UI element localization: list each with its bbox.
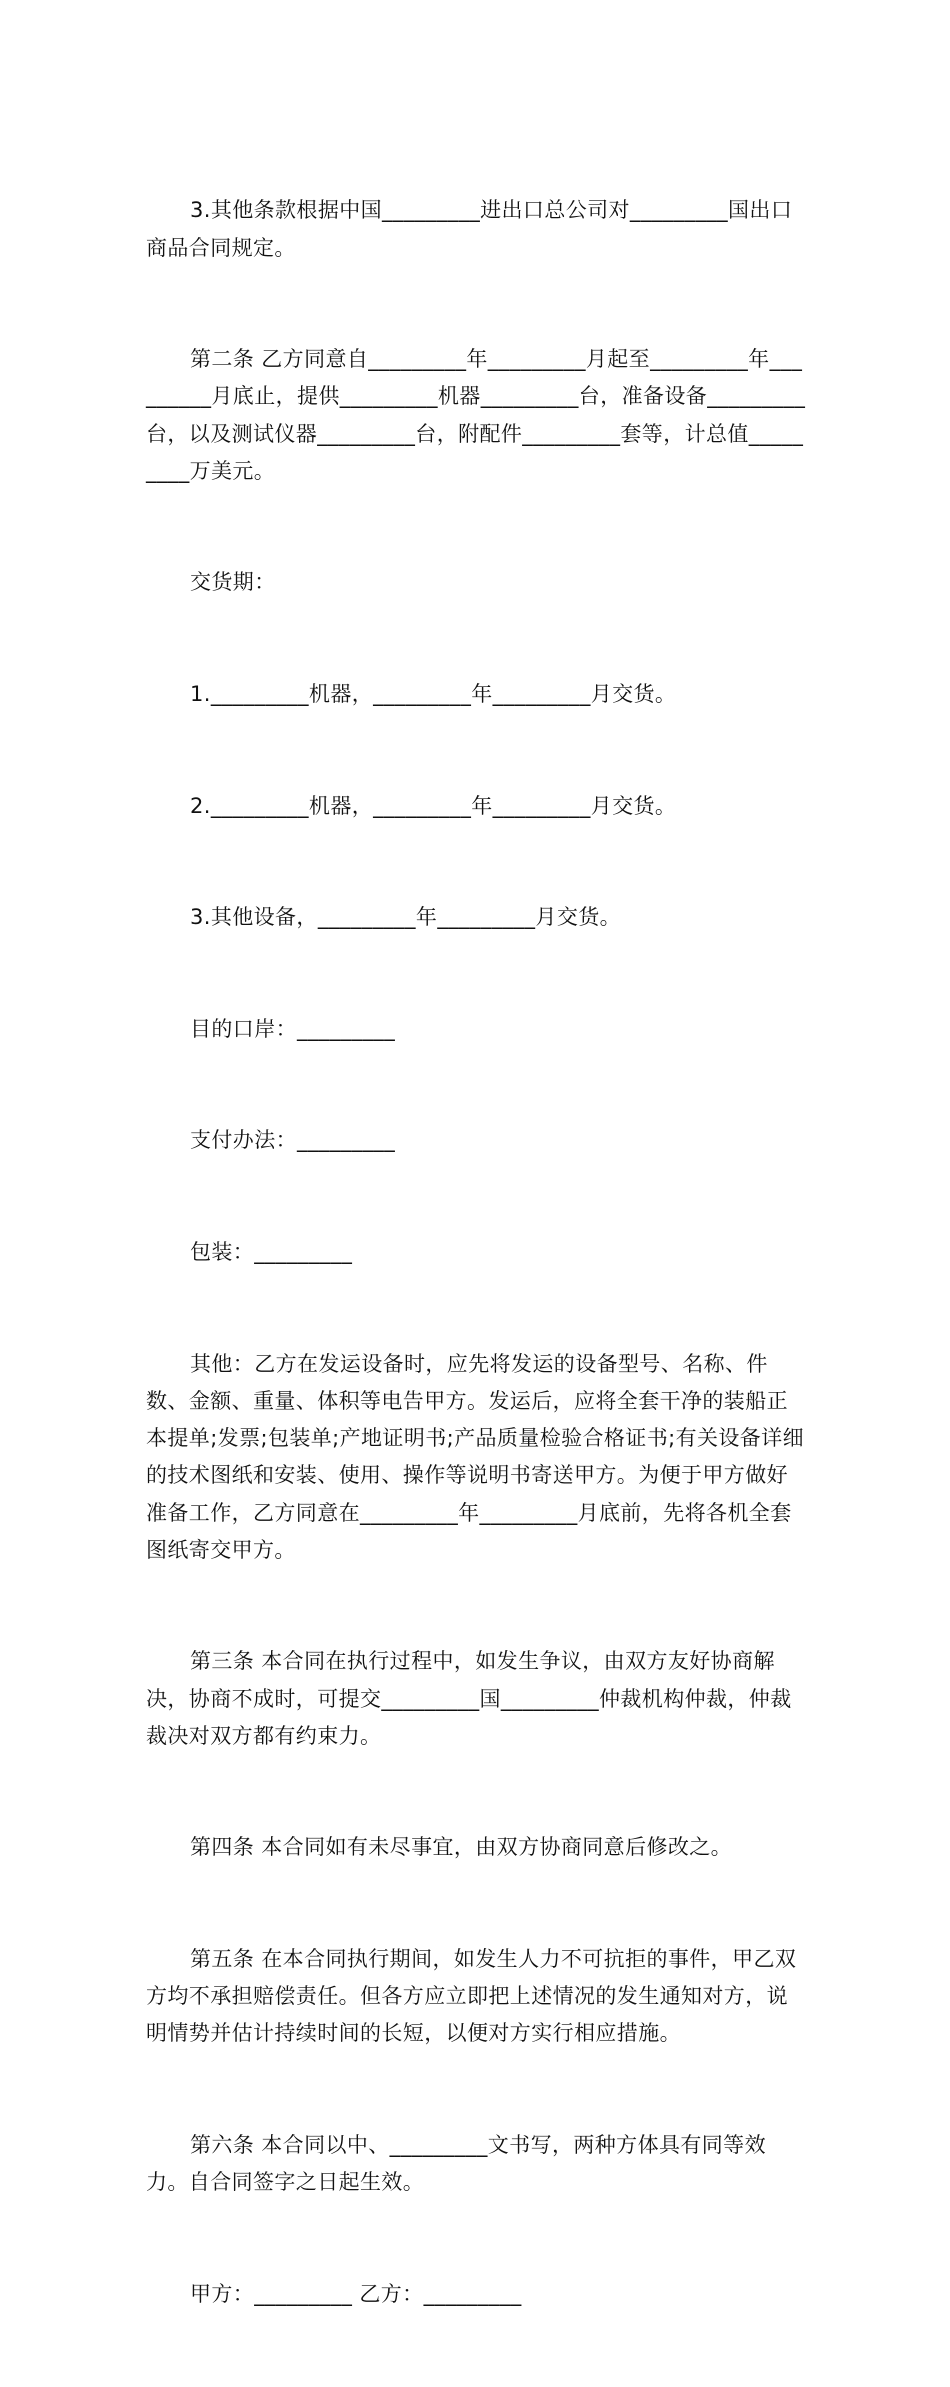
- payment-method: 支付办法：_________: [190, 1128, 396, 1153]
- destination-port: 目的口岸：_________: [190, 1016, 396, 1041]
- article-6-language: 第六条 本合同以中、_________文书写，两种方体具有同等效力。自合同签字之日起生效。: [146, 2132, 766, 2195]
- article-4-amendments: 第四条 本合同如有未尽事宜，由双方协商同意后修改之。: [190, 1835, 733, 1860]
- article-5-force-majeure: 第五条 在本合同执行期间，如发生人力不可抗拒的事件，甲乙双方均不承担赔偿责任。但各方应立即把上述情况的发生通知对方，说明情势并估计持续时间的长短，以便对方实行相应措施。: [146, 1946, 797, 2046]
- article-2-supply: 第二条 乙方同意自_________年_________月起至_________年_________月底止，提供_________机器_________台，准备设备_________台，以及测试仪器_________台，附配件_________套等，计总值_________万美元。: [146, 347, 806, 483]
- clause-3-other-terms: 3.其他条款根据中国_________进出口总公司对_________国出口商品合同规定。: [146, 198, 793, 260]
- delivery-item-2: 2._________机器，_________年_________月交货。: [190, 793, 677, 818]
- packaging: 包装：_________: [190, 1240, 353, 1265]
- contract-body: [146, 118, 808, 2387]
- article-3-disputes: 第三条 本合同在执行过程中，如发生争议，由双方友好协商解决，协商不成时，可提交_________国_________仲裁机构仲裁，仲裁裁决对双方都有约束力。: [146, 1649, 792, 1748]
- other-shipping-terms: 其他：乙方在发运设备时，应先将发运的设备型号、名称、件数、金额、重量、体积等电告甲方。发运后，应将全套干净的装船正本提单;发票;包装单;产地证明书;产品质量检验合格证书;有关设备详细的技术图纸和安装、使用、操作等说明书寄送甲方。为便于甲方做好准备工作，乙方同意在_________年_________月底前，先将各机全套图纸寄交甲方。: [146, 1351, 804, 1562]
- delivery-item-1: 1._________机器，_________年_________月交货。: [190, 682, 677, 707]
- signature-line: 甲方：_________ 乙方：_________: [190, 2281, 522, 2306]
- delivery-item-3: 3.其他设备，_________年_________月交货。: [190, 905, 622, 930]
- delivery-heading: 交货期：: [190, 570, 276, 595]
